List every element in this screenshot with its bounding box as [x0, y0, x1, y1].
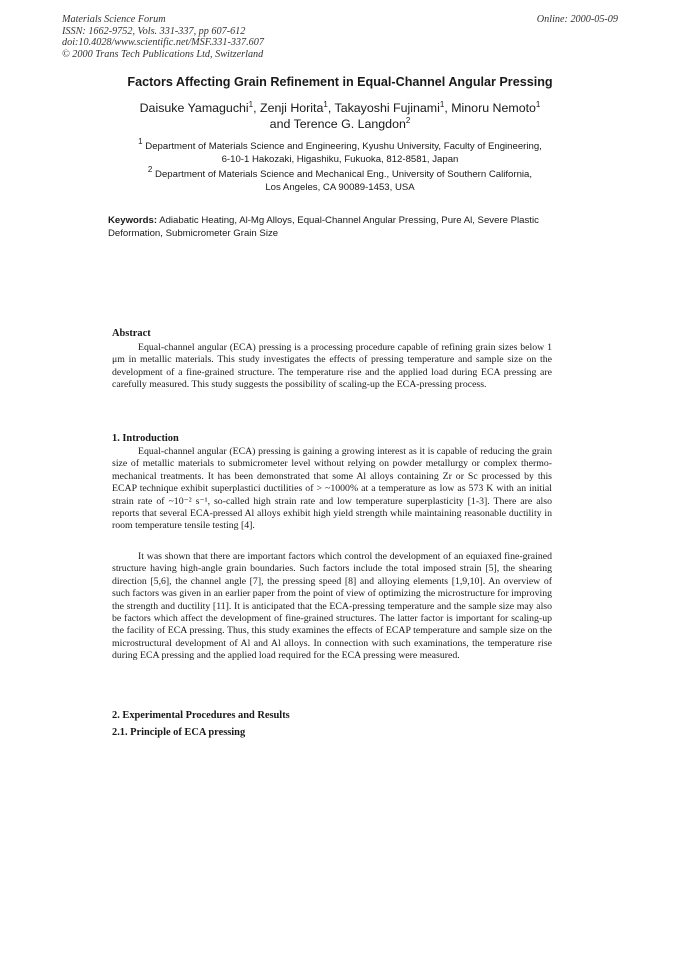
keywords-text: Adiabatic Heating, Al-Mg Alloys, Equal-Channel Angular Pressing, Pure Al, Severe Plastic Deformation, Submicrometer Grain Size — [108, 215, 539, 239]
affiliation-text: 6-10-1 Hakozaki, Higashiku, Fukuoka, 812-8581, Japan — [221, 154, 459, 165]
affiliation-marker: 1 — [439, 100, 445, 109]
author-line-2 — [60, 116, 620, 132]
intro-paragraph-2: It was shown that there are important factors which control the development of an equiaxed fine-grained structure having high-angle grain boundaries. Such factors include the total imposed strain [5], the shearing direction [5,6], the channel angle [7], the pressing speed [8] and alloying elements [1,9,10]. An overview of such factors was given in an earlier paper from the point of view of optimizing the microstructure for improving the strength and ductility [11]. It is anticipated that the ECA-pressing temperature and the sample size may also be factors which affect the development of fine-grained structures. The latter factor is important for scaling-up the facility of ECA pressing. Thus, this study examines the effects of ECAP temperature and sample size on the microstructural development of Al and Al alloys. In connection with such examinations, the temperature rise during ECA pressing and the applied load required for the ECA pressing were measured. — [112, 551, 552, 662]
author-name: Takayoshi Fujinami — [334, 101, 440, 115]
affiliation-marker: 1 — [248, 100, 254, 109]
subsection-2-1-heading: 2.1. Principle of ECA pressing — [112, 727, 246, 738]
abstract-text: Equal-channel angular (ECA) pressing is a processing procedure capable of refining grain sizes below 1 μm in metallic materials. This study investigates the effects of pressing temperature and sample size on the development of a fine-grained structure. The temperature rise and the applied load during ECA pressing are carefully measured. This study suggests the possibility of scaling-up the ECA-pressing process. — [112, 342, 552, 391]
affiliation-marker: 2 — [405, 116, 411, 125]
intro-paragraph-1: Equal-channel angular (ECA) pressing is gaining a growing interest as it is capable of reducing the grain size of metallic materials to submicrometer level without relying on powder metallurgy or complex thermo-mechanical treatments. It has been demonstrated that some Al alloys containing Zr or Sc processed by this ECAP technique exhibit superplastici ductilities of > ~1000% at a temperature as low as 573 K with an initial strain rate of ~10⁻² s⁻¹, so-called high strain rate and low temperature superplasticity [1-3]. There are also reports that several ECA-pressed Al alloys exhibit high yield strength while maintaining reasonable ductility in room temperature tensile testing [4]. — [112, 446, 552, 532]
affiliation-text: Los Angeles, CA 90089-1453, USA — [265, 182, 415, 193]
affiliation-marker: 2 — [147, 165, 153, 174]
author-line-1 — [60, 100, 620, 116]
author-name: Minoru Nemoto — [451, 101, 536, 115]
author-list — [60, 100, 620, 132]
issn-line: ISSN: 1662-9752, Vols. 331-337, pp 607-612 — [62, 25, 246, 37]
section-2-heading: 2. Experimental Procedures and Results — [112, 710, 290, 721]
copyright-line: © 2000 Trans Tech Publications Ltd, Switzerland — [62, 48, 264, 60]
affiliation-text: Department of Materials Science and Engineering, Kyushu University, Faculty of Engineering, — [145, 141, 542, 152]
author-name: Daisuke Yamaguchi — [139, 101, 249, 115]
affiliation-marker: 1 — [323, 100, 328, 109]
abstract-heading: Abstract — [112, 328, 151, 339]
author-name: and Terence G. Langdon — [269, 117, 406, 131]
doi-line[interactable]: doi:10.4028/www.scientific.net/MSF.331-337.607 — [62, 37, 264, 49]
journal-name: Materials Science Forum — [62, 14, 166, 25]
journal-header — [62, 14, 264, 60]
intro-heading: 1. Introduction — [112, 433, 179, 444]
online-date: Online: 2000-05-09 — [536, 14, 618, 25]
keywords-label: Keywords: — [108, 215, 158, 226]
separator: , — [327, 101, 335, 115]
paper-title: Factors Affecting Grain Refinement in Equal-Channel Angular Pressing — [127, 75, 553, 89]
affiliation-marker: 1 — [138, 137, 143, 146]
affiliation-marker: 1 — [535, 100, 541, 109]
affiliation-1 — [60, 137, 620, 166]
separator: , — [253, 101, 261, 115]
affiliation-text: Department of Materials Science and Mechanical Eng., University of Southern California, — [155, 169, 533, 180]
separator: , — [444, 101, 452, 115]
keywords — [108, 215, 558, 240]
affiliation-2 — [60, 165, 620, 194]
author-name: Zenji Horita — [260, 101, 324, 115]
